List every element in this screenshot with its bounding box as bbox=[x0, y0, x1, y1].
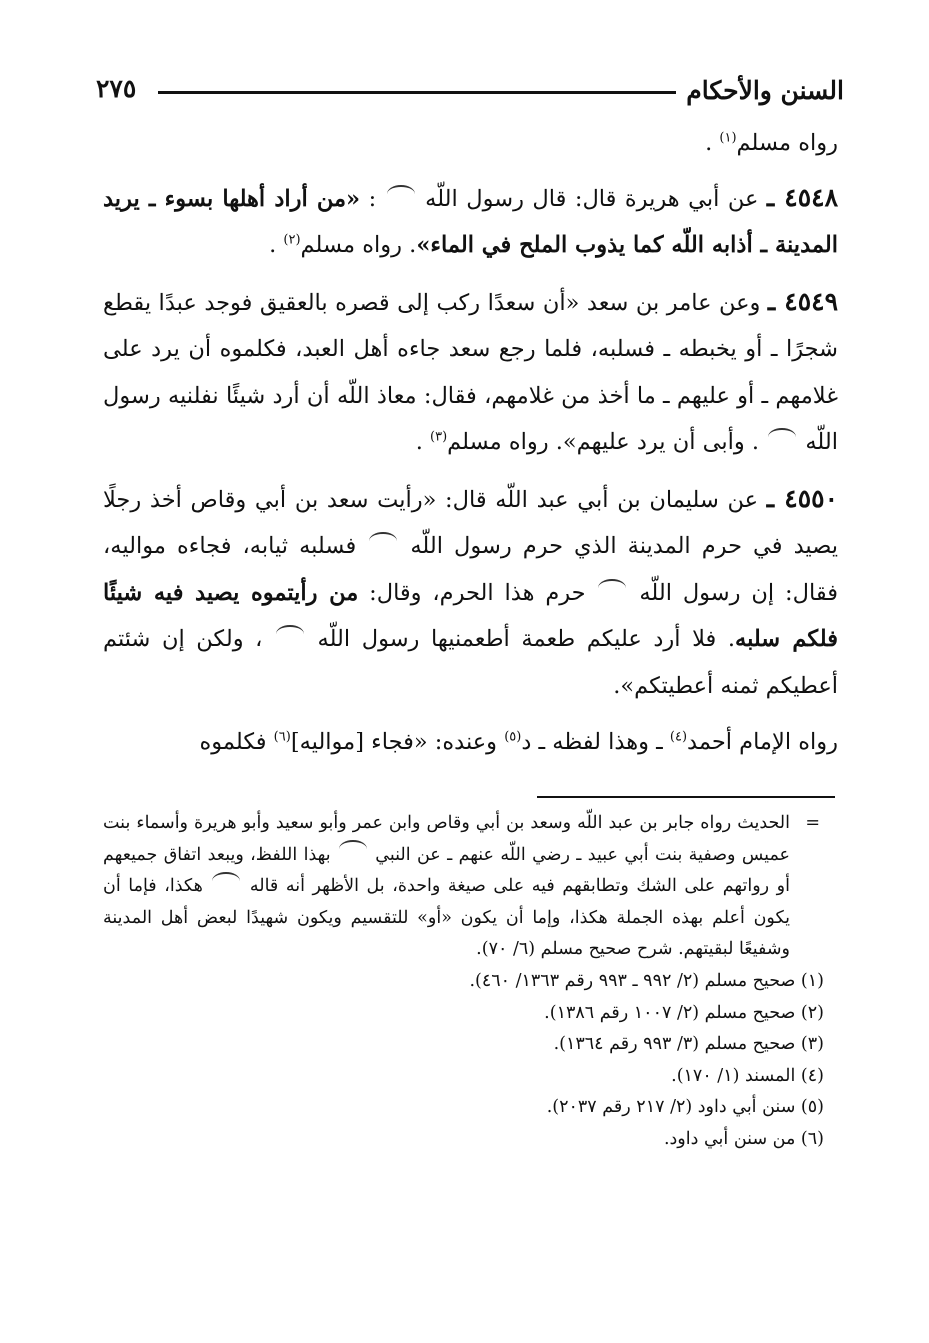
footnotes bbox=[103, 808, 838, 1156]
closing-text-d: وعنده: «فجاء [مواليه] bbox=[290, 729, 505, 755]
hadith-closing bbox=[103, 719, 838, 766]
footnote-2: (٢) صحيح مسلم (٢/ ١٠٠٧ رقم ١٣٨٦). bbox=[544, 1002, 824, 1023]
footnote-5: (٥) سنن أبي داود (٢/ ٢١٧ رقم ٢٠٣٧). bbox=[546, 1097, 824, 1118]
footnote-4: (٤) المسند (١/ ١٧٠). bbox=[671, 1065, 824, 1086]
hadith-text-5: ، ولكن إن شئتم أعطيكم ثمنه أعطيتكم». bbox=[103, 626, 838, 699]
hadith-end: . bbox=[415, 429, 430, 455]
hadith-number: ٤٥٥٠ ـ bbox=[766, 483, 838, 513]
hadith-intro: عن أبي هريرة قال: قال رسول اللّه bbox=[416, 185, 767, 212]
continuation-text-b: بهذا اللفظ، ويبعد اتفاق جميعهم أو رواتهم على الشك وتطابقهم فيه على صيغة واحدة، بل الأظهر أنه قاله bbox=[103, 844, 790, 897]
footnote-ref-6: (٦) bbox=[273, 729, 291, 745]
footnote-ref-2: (٢) bbox=[283, 232, 301, 248]
hadith-bold-quote: من رأيتموه يصيد فيه شيئًا فلكم سلبه bbox=[103, 579, 839, 652]
salutation-icon bbox=[339, 840, 367, 858]
footnote-continuation bbox=[103, 808, 838, 966]
hadith-quote: «من أراد أهلها بسوء ـ يريد المدينة ـ أذابه اللّه كما يذوب الملح في الماء» bbox=[103, 185, 838, 258]
hadith-text-1: وعن عامر بن سعد «أن سعدًا ركب إلى قصره بالعقيق فوجد عبدًا يقطع شجرًا ـ أو يخبطه ـ فسلبه، فلما رجع سعد جاءه أهل العبد، فكلموه أن يرد على غلامهم ـ أو عليهم ـ ما أخذ من غلامهم، فقال: معاذ اللّه أن أرد شيئًا نفلنيه رسول اللّه bbox=[103, 289, 838, 455]
salutation-icon bbox=[369, 532, 397, 550]
hadith-text-2: فسلبه ثيابه، فجاءه مواليه، فقال: إن رسول اللّه bbox=[103, 533, 838, 606]
hadith-text-2: . وأبى أن يرد عليهم». رواه مسلم bbox=[447, 429, 767, 455]
continuation-text-c: هكذا، فإما أن يكون أعلم بهذه الجملة هكذا، وإما أن يكون «أو» للتقسيم ويكون شهيدًا لبعض أهل المدينة وشفيعًا لبقيتهم. شرح صحيح مسلم (٦/ ٧٠). bbox=[103, 876, 790, 960]
salutation-icon bbox=[276, 625, 304, 643]
hadith-text-3: حرم هذا الحرم، وقال: bbox=[358, 579, 597, 606]
hadith-4548 bbox=[103, 175, 838, 269]
footnote-ref-5: (٥) bbox=[504, 729, 522, 745]
page-number: ٢٧٥ bbox=[96, 74, 137, 103]
salutation-icon bbox=[598, 579, 626, 597]
continuation-text-a: الحديث رواه جابر بن عبد اللّه وسعد بن أبي وقاص وابن عمر وأبو سعيد وأبو هريرة وأسماء بنت عميس وصفية بنت أبي عبيد ـ رضي اللّه عنهم ـ عن النبي bbox=[103, 813, 791, 865]
hadith-sep: : bbox=[360, 185, 385, 212]
hadith-source: . رواه مسلم bbox=[300, 232, 417, 258]
salutation-icon bbox=[212, 872, 240, 890]
hadith-text-1: عن سليمان بن أبي عبد اللّه قال: «رأيت سعد بن أبي وقاص أخذ رجلًا يصيد في حرم المدينة الذي حرم رسول اللّه bbox=[103, 486, 838, 559]
footnote-3: (٣) صحيح مسلم (٣/ ٩٩٣ رقم ١٣٦٤). bbox=[553, 1034, 824, 1055]
footnote-ref-4: (٤) bbox=[669, 729, 688, 745]
salutation-icon bbox=[387, 185, 415, 203]
closing-text-e: فكلموه bbox=[199, 729, 274, 755]
footnote-rule bbox=[537, 796, 835, 798]
closing-text-c: د bbox=[521, 729, 532, 755]
hadith-4550 bbox=[103, 476, 838, 710]
hadith-number: ٤٥٤٩ ـ bbox=[767, 286, 839, 316]
tail-text: رواه مسلم bbox=[736, 130, 838, 156]
footnote-ref-1: (١) bbox=[719, 130, 737, 146]
tail-end: . bbox=[705, 130, 720, 156]
footnote-ref-3: (٣) bbox=[430, 429, 448, 445]
header-rule bbox=[158, 91, 676, 94]
running-title: السنن والأحكام bbox=[686, 76, 844, 105]
footnote-1: (١) صحيح مسلم (٢/ ٩٩٢ ـ ٩٩٣ رقم ١٣٦٣/ ٤٦٠). bbox=[469, 970, 824, 991]
hadith-4549 bbox=[103, 279, 838, 466]
closing-text-a: رواه الإمام أحمد bbox=[687, 729, 838, 755]
hadith-text-4: . فلا أرد عليكم طعمة أطعمنيها رسول اللّه bbox=[305, 626, 735, 652]
continuation-mark: = bbox=[805, 813, 820, 833]
hadith-number: ٤٥٤٨ ـ bbox=[766, 182, 838, 212]
closing-text-b: ـ وهذا لفظه ـ bbox=[531, 729, 670, 755]
hadith-end: . bbox=[269, 232, 284, 258]
previous-hadith-tail bbox=[103, 120, 838, 167]
salutation-icon bbox=[768, 428, 796, 446]
main-text bbox=[103, 120, 838, 766]
footnote-6: (٦) من سنن أبي داود. bbox=[663, 1128, 824, 1149]
running-header bbox=[96, 72, 844, 112]
